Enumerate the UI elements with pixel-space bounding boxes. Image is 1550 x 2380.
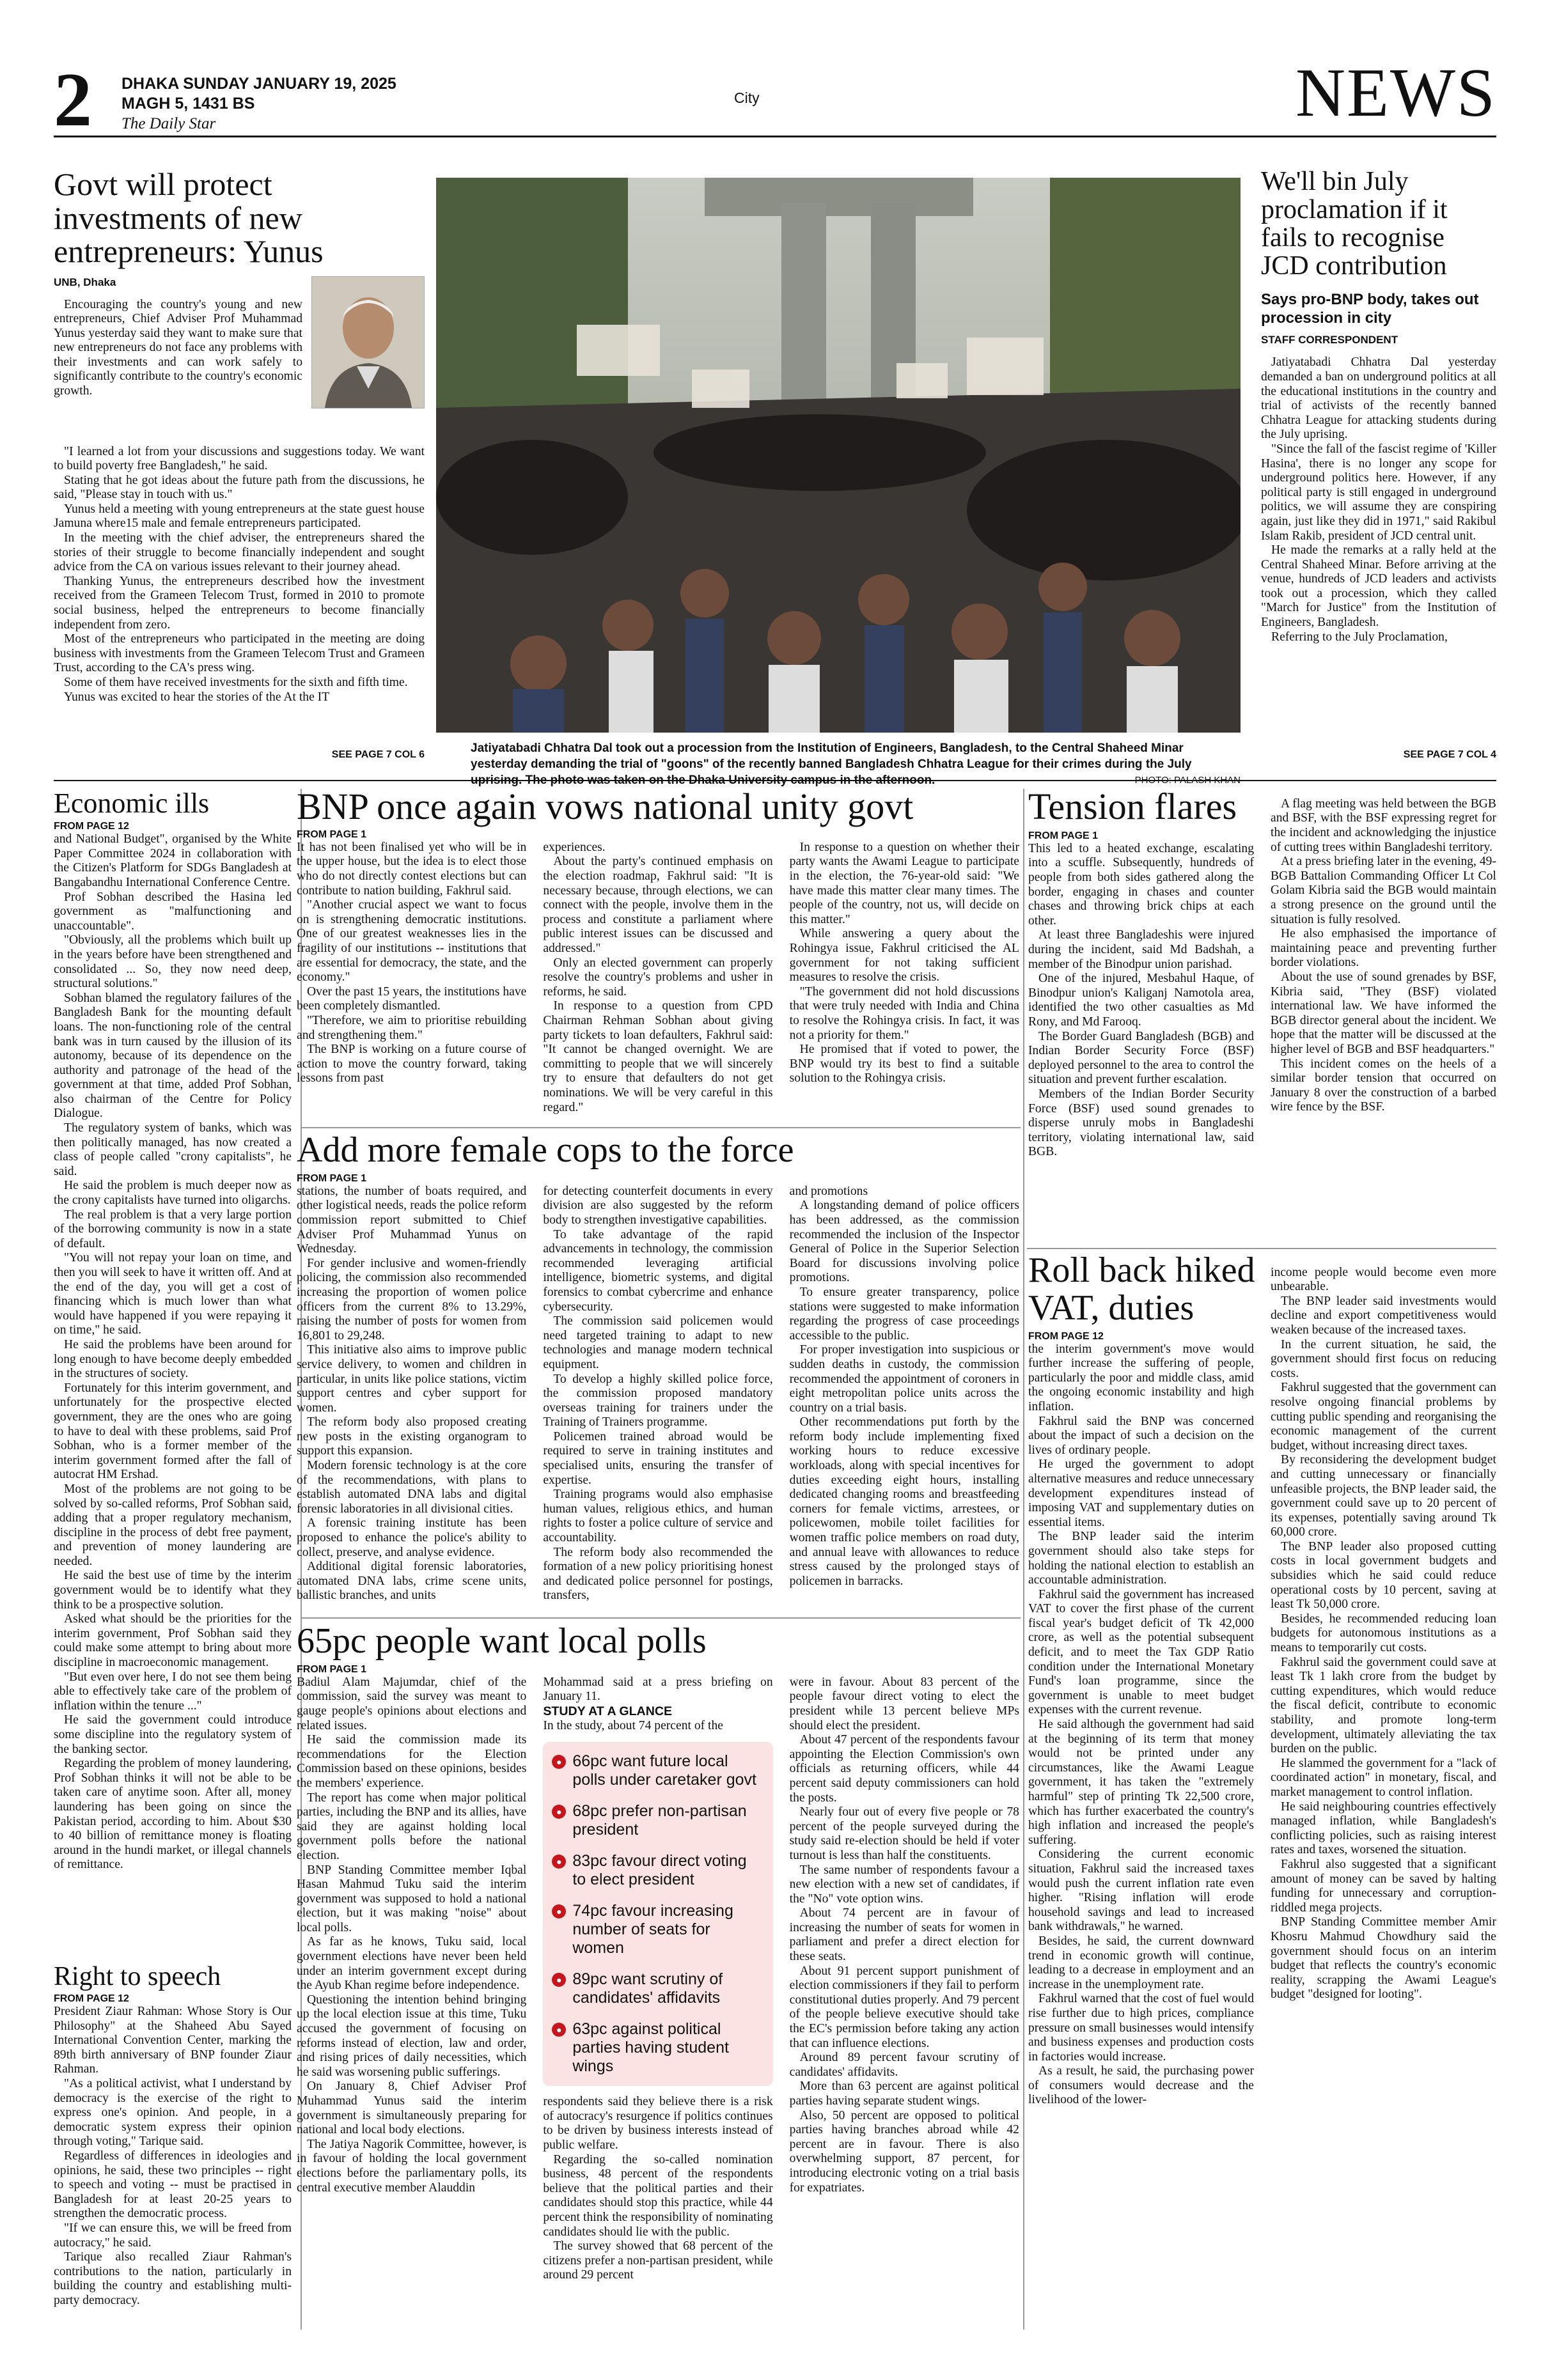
polls-c1-p3: BNP Standing Committee member Iqbal Hasan Mahmud Tuku said the interim government was supposed to hold a national election, but it was making "noise" about local polls. bbox=[297, 1863, 527, 1934]
tension-c2-p2: He also emphasised the importance of maintaining peace and preventing further border violations. bbox=[1271, 927, 1496, 970]
bnp-c2-p3: In response to a question from CPD Chairman Rehman Sobhan about giving party tickets to loan defaulters, Fakhrul said: "It cannot be changed overnight. We are committing to people that we will sincerely try to ensure that defaulters do not get nominations. We will be very careful in this regard." bbox=[543, 999, 773, 1114]
cops-c3-p1: A longstanding demand of police officers has been addressed, as the commission recommended the inclusion of the Inspector General of Police in the Superior Selection Board for discussions involving police promotions. bbox=[789, 1199, 1019, 1285]
photo-caption: Jatiyatabadi Chhatra Dal took out a procession from the Institution of Engineers, Bangladesh, to the Central Shaheed Minar yesterday demanding the trial of "goons" of the recently banned Bangladesh Chhatra League for their crimes during the July uprising. The photo was taken on the Dhaka University campus in the afternoon. bbox=[471, 742, 1192, 787]
speech-p1: "As a political activist, what I understand by democracy is the exercise of the right to express one's opinion. And people, in a democratic system express their opinion through voting," Tarique said. bbox=[54, 2077, 292, 2149]
from-bnp: FROM PAGE 1 bbox=[297, 828, 367, 840]
date-block bbox=[121, 74, 396, 134]
yunus-p8: Yunus was excited to hear the stories of the At the IT bbox=[64, 690, 330, 704]
vat-c2-p7: Fakhrul said the government could save at least Tk 1 lakh crore from the budget by cutting expenditures, which would reduce the fiscal deficit, contribute to economic stability, and promote long-term development, ultimately alleviating the tax burden on the public. bbox=[1271, 1655, 1496, 1756]
headline-speech: Right to speech bbox=[54, 1962, 221, 1991]
subhead-jcd: Says pro-BNP body, takes out procession in city bbox=[1261, 291, 1479, 327]
cops-col-3 bbox=[790, 1185, 1019, 1613]
econ-p2: "Obviously, all the problems which built up in the years before have been strengthened and consolidated ... So, they now need deep, structural solutions." bbox=[54, 933, 292, 991]
see-page-yunus: SEE PAGE 7 COL 6 bbox=[331, 749, 425, 760]
polls-c2b-p1: Regarding the so-called nomination business, 48 percent of the respondents believe that the political parties and their candidates should stop this practice, while 44 percent think the responsibility of nominating candidates should lie with the public. bbox=[543, 2152, 773, 2239]
econ-p13: "But even over here, I do not see them being able to effectively take care of the problem of inflation within the tenure ..." bbox=[54, 1670, 292, 1713]
bnp-c3-p2: "The government did not hold discussions that were truly needed with India and China to resolve the Rohingya crisis. In fact, it was not a priority for them." bbox=[789, 984, 1019, 1042]
headline-vat: Roll back hiked VAT, duties bbox=[1028, 1250, 1255, 1328]
speech-p4: Tarique also recalled Ziaur Rahman's contributions to the nation, particularly in building the country and establishing multi-party democracy. bbox=[54, 2250, 292, 2307]
cops-c3-p3: For proper investigation into suspicious or sudden deaths in custody, the commission recommended the appointment of coroners in eight metropolitan police units across the country on a trial basis. bbox=[789, 1343, 1019, 1415]
speech-p0: President Ziaur Rahman: Whose Story is Our Philosophy" at the Shaheed Abu Sayed International Convention Center, marking the 89th birth anniversary of BNP founder Ziaur Rahman. bbox=[54, 2005, 292, 2076]
vat-c2-p8: He slammed the government for a "lack of coordinated action" in monetary, fiscal, and market management to control inflation. bbox=[1271, 1756, 1496, 1799]
glance-item bbox=[552, 1902, 763, 1957]
polls-c3-p3: The same number of respondents favour a new election with a new set of candidates, if the "No" vote option wins. bbox=[789, 1863, 1019, 1906]
from-polls: FROM PAGE 1 bbox=[297, 1663, 367, 1675]
glance-text-3: 74pc favour increasing number of seats for women bbox=[572, 1902, 733, 1957]
bnp-c1-p0: It has not been finalised yet who will be in the upper house, but the idea is to elect those who do not directly contest elections but can contribute to nation building, Fakhrul said. bbox=[297, 840, 527, 898]
cops-col-1 bbox=[297, 1185, 526, 1613]
study-at-a-glance-label: STUDY AT A GLANCE bbox=[543, 1704, 673, 1718]
tension-c2-p1: At a press briefing later in the evening, 49-BGB Battalion Commanding Officer Lt Col Golam Kibria said the BGB would maintain a strong presence on the ground until the situation is fully resolved. bbox=[1271, 855, 1496, 926]
cops-c1-p5: A forensic training institute has been proposed to enhance the police's ability to collect, preserve, and analyse evidence. bbox=[297, 1516, 527, 1559]
vat-c1-p0: the interim government's move would further increase the suffering of people, particularly the poor and middle class, amid the ongoing economic instability and high inflation. bbox=[1028, 1342, 1254, 1413]
bullet-icon: ● bbox=[552, 1973, 566, 1987]
vat-c1-p1: Fakhrul said the BNP was concerned about the impact of such a decision on the lives of ordinary people. bbox=[1028, 1414, 1254, 1457]
polls-c1-p2: The report has come when major political parties, including the BNP and its allies, have said they are against holding local government polls before the national election. bbox=[297, 1791, 527, 1862]
cops-polls-rule bbox=[301, 1617, 1021, 1619]
vat-c1-p8: Fakhrul warned that the cost of fuel would rise further due to high prices, compliance pressure on small businesses would intensify and business expenses and production costs in factories would increase. bbox=[1028, 1992, 1254, 2064]
vat-c1-p9: As a result, he said, the purchasing power of consumers would decrease and the livelihood of the lower- bbox=[1028, 2064, 1254, 2107]
tension-col-1 bbox=[1028, 842, 1254, 1289]
polls-c1-p4: As far as he knows, Tuku said, local government elections have never been held under an interim government except during the Ayub Khan regime before independence. bbox=[297, 1935, 527, 1993]
polls-c3-p5: About 91 percent support punishment of election commissioners if they fail to perform constitutional duties properly. And 79 percent of the people believe executive should take the EC's permission before taking any action that can influence elections. bbox=[789, 1964, 1019, 2050]
cops-c3-p0: and promotions bbox=[789, 1184, 868, 1198]
yunus-p0: Encouraging the country's young and new entrepreneurs, Chief Adviser Prof Muhammad Yunus yesterday said they want to make sure that new entrepreneurs do not face any problems with their investments and can work safely to significantly contribute to the country's economic growth. bbox=[54, 297, 302, 398]
bnp-col-3 bbox=[790, 841, 1019, 1141]
jcd-p2: He made the remarks at a rally held at the Central Shaheed Minar. Before arriving at the venue, hundreds of JCD leaders and activists took out a procession, which they called "March for Justice" from the Institution of Engineers, Bangladesh. bbox=[1261, 543, 1496, 630]
polls-c1-p0: Badiul Alam Majumdar, chief of the commission, said the survey was meant to gauge people's opinions about elections and related issues. bbox=[297, 1675, 527, 1732]
photo-credit: PHOTO: PALASH KHAN bbox=[1134, 775, 1241, 786]
story-cops bbox=[297, 1132, 1019, 1613]
headline-polls: 65pc people want local polls bbox=[297, 1621, 707, 1661]
story-bnp bbox=[297, 788, 1019, 1141]
bullet-icon: ● bbox=[552, 1904, 566, 1918]
yunus-portrait bbox=[311, 276, 425, 408]
economic-body bbox=[54, 832, 292, 1964]
vat-c1-p7: Besides, he said, the current downward trend in economic growth will continue, leading to a decrease in employment and an increase in the unemployment rate. bbox=[1028, 1934, 1254, 1991]
vat-c2-p5: The BNP leader also proposed cutting costs in local government budgets and subsidies which he said could reduce operational costs by 10 percent, saving at least Tk 50,000 crore. bbox=[1271, 1539, 1496, 1612]
cops-c2-p3: To develop a highly skilled police force, the commission proposed mandatory overseas training for trainers under the Training of Trainers programme. bbox=[543, 1372, 773, 1429]
glance-item bbox=[552, 1802, 763, 1839]
yunus-p4: In the meeting with the chief adviser, the entrepreneurs shared the stories of their struggle to become financially independent and sought advice from the CA on various issues relevant to their journey ahead. bbox=[54, 531, 425, 574]
bnp-c2-p0: experiences. bbox=[543, 840, 606, 854]
vat-c1-p6: Considering the current economic situation, Fakhrul said the increased taxes would push the current inflation rate even higher. "Rising inflation will erode household savings and lead to increased bank withdrawals," he warned. bbox=[1028, 1847, 1254, 1934]
econ-p3: Sobhan blamed the regulatory failures of the Bangladesh Bank for the mounting default loans. The non-functioning role of the central bank was in turn caused by the illusion of its autonomy, because of its dependence on the authority and patronage of the head of the government at that time, added Prof Sobhan, also chairman of the Centre for Policy Dialogue. bbox=[54, 991, 292, 1121]
bnp-c1-p4: The BNP is working on a future course of action to move the country forward, taking lessons from past bbox=[297, 1043, 527, 1085]
section-title: NEWS bbox=[1296, 55, 1496, 131]
story-tension bbox=[1028, 788, 1496, 1289]
procession-photo bbox=[436, 178, 1241, 733]
polls-col-3 bbox=[790, 1676, 1019, 2366]
jcd-p3: Referring to the July Proclamation, bbox=[1271, 630, 1448, 644]
yunus-p1: "I learned a lot from your discussions and suggestions today. We want to build poverty free Bangladesh," he said. bbox=[54, 444, 425, 473]
cops-col-2 bbox=[543, 1185, 772, 1613]
vat-c2-p2: In the current situation, he said, the government should first focus on reducing costs. bbox=[1271, 1337, 1496, 1380]
polls-c2b-p2: The survey showed that 68 percent of the citizens prefer a non-partisan president, while around 29 percent bbox=[543, 2239, 773, 2282]
bullet-icon: ● bbox=[552, 1855, 566, 1869]
from-cops: FROM PAGE 1 bbox=[297, 1172, 367, 1184]
from-vat: FROM PAGE 12 bbox=[1028, 1330, 1104, 1342]
story-jcd bbox=[1261, 167, 1496, 713]
bnp-col-2 bbox=[543, 841, 772, 1141]
polls-c1-p1: He said the commission made its recommendations for the Election Commission based on these opinions, besides the members' experience. bbox=[297, 1733, 527, 1790]
section-city: City bbox=[734, 89, 760, 106]
headline-bnp: BNP once again vows national unity govt bbox=[297, 786, 914, 827]
polls-c1-p5: Questioning the intention behind bringing up the local election issue at this time, Tuku accused the government of focusing on reforms instead of election, law and order, and rising prices of daily necessities, which he said was worsening public sufferings. bbox=[297, 1993, 527, 2079]
cops-c1-p6: Additional digital forensic laboratories, automated DNA labs, crime scene units, ballistic branches, and units bbox=[297, 1560, 527, 1603]
byline-yunus: UNB, Dhaka bbox=[54, 276, 116, 288]
vat-c1-p4: Fakhrul said the government has increased VAT to cover the first phase of the current fiscal year's budget deficit of Tk 42,000 crore, as well as the potential subsequent deficit, and to meet the Tax GDP Ratio condition under the International Monetary Fund's loan programme, since the government is unable to meet budget expenses with the current revenue. bbox=[1028, 1587, 1254, 1717]
jcd-p0: Jatiyatabadi Chhatra Dal yesterday demanded a ban on underground politics at all the educational institutions in the country and trial of activists of the recently banned Chhatra League for attacking students during the July uprising. bbox=[1261, 355, 1496, 442]
econ-p4: The regulatory system of banks, which was then politically managed, has now created a class of people called "crony capitalists", he said. bbox=[54, 1121, 292, 1178]
bnp-c1-p1: "Another crucial aspect we want to focus on is strengthening democratic institutions. One of our greatest weaknesses lies in the fragility of our institutions -- institutions that are essential for democracy, the state, and the economy." bbox=[297, 898, 527, 984]
polls-c2-p0: Mohammad said at a press briefing on January 11. bbox=[543, 1675, 773, 1704]
vat-c1-p3: The BNP leader said the interim government should also take steps for holding the national election to establish an accountable administration. bbox=[1028, 1530, 1254, 1587]
study-at-a-glance-box bbox=[543, 1742, 772, 2086]
cops-c3-p4: Other recommendations put forth by the reform body include implementing fixed working hours to reduce excessive workloads, along with special incentives for duties exceeding eight hours, installing dedicated changing rooms and breastfeeding corners for female victims, arrestees, or policewomen, mobile toilet facilities for women traffic police members on road duty, and annual leave with allowances to reduce stress caused by the prolonged stays of policemen in barracks. bbox=[789, 1415, 1019, 1588]
glance-text-5: 63pc against political parties having student wings bbox=[572, 2020, 729, 2076]
bullet-icon: ● bbox=[552, 1755, 566, 1769]
polls-col-1 bbox=[297, 1676, 526, 2366]
econ-p8: He said the problems have been around for long enough to have become deeply embedded in the structures of society. bbox=[54, 1337, 292, 1381]
polls-c3-p0: were in favour. About 83 percent of the people favour direct voting to elect the president while 13 percent believe MPs should elect the president. bbox=[789, 1675, 1019, 1732]
tension-c1-p4: Members of the Indian Border Security Force (BSF) used sound grenades to disperse unruly mobs in Bangladeshi territory, violating international law, said BGB. bbox=[1028, 1087, 1254, 1159]
cops-c2-p1: To take advantage of the rapid advancements in technology, the commission recommended leveraging artificial intelligence, biometric systems, and digital forensics to combat cybercrime and enhance cybersecurity. bbox=[543, 1227, 773, 1314]
from-tension: FROM PAGE 1 bbox=[1028, 830, 1099, 841]
speech-p2: Regardless of differences in ideologies and opinions, he said, these two principles -- right to speech and voting -- must be practised in Bangladesh for at least 20-25 years to strengthen the democratic process. bbox=[54, 2149, 292, 2221]
bnp-col-1 bbox=[297, 841, 526, 1141]
bnp-c3-p1: While answering a query about the Rohingya issue, Fakhrul criticised the AL government for not taking sufficient measures to resolve the crisis. bbox=[789, 927, 1019, 984]
see-page-jcd: SEE PAGE 7 COL 4 bbox=[1403, 749, 1496, 760]
vat-c2-p10: Fakhrul also suggested that a significant amount of money can be saved by halting funding for unnecessary and corruption-riddled mega projects. bbox=[1271, 1857, 1496, 1915]
story-speech bbox=[54, 1963, 292, 2363]
econ-p1: Prof Sobhan described the Hasina led government as "malfunctioning and unaccountable". bbox=[54, 890, 292, 933]
cops-c2-p5: Training programs would also emphasise human values, religious ethics, and human rights to foster a police culture of service and accountability. bbox=[543, 1488, 773, 1545]
polls-c3-p1: About 47 percent of the respondents favour appointing the Election Commission's own officials as returning officers, while 44 percent said deputy commissioners can hold the posts. bbox=[789, 1733, 1019, 1805]
speech-p3: "If we can ensure this, we will be freed from autocracy," he said. bbox=[54, 2221, 292, 2250]
glance-item bbox=[552, 2020, 763, 2076]
bnp-c2-p1: About the party's continued emphasis on the election roadmap, Fakhrul said: "It is necessary because, through elections, we can connect with the people, involve them in the process and constitute a parliament where public interest issues can be discussed and addressed." bbox=[543, 855, 773, 956]
econ-p14: He said the government could introduce some discipline into the regulatory system of the banking sector. bbox=[54, 1713, 292, 1756]
cops-c3-p2: To ensure greater transparency, police stations were suggested to make information regarding the progress of case proceedings accessible to the public. bbox=[789, 1285, 1019, 1342]
vat-c1-p5: He said although the government had said at the beginning of its term that money would not be printed under any circumstances, like the Awami League government, it has taken the "extremely harmful" step of printing Tk 22,500 crore, which has further exacerbated the country's high inflation and increased the people's suffering. bbox=[1028, 1718, 1254, 1847]
vat-c2-p6: Besides, he recommended reducing loan budgets for autonomous institutions as a means to temporarily cut costs. bbox=[1271, 1612, 1496, 1655]
yunus-p2: Stating that he got ideas about the future path from the discussions, he said, "Please stay in touch with us." bbox=[54, 473, 425, 502]
lead-photo bbox=[436, 178, 1241, 733]
headline-yunus: Govt will protect investments of new entrepreneurs: Yunus bbox=[54, 166, 324, 269]
headline-jcd: We'll bin July proclamation if it fails to recognise JCD contribution bbox=[1261, 167, 1448, 281]
glance-text-4: 89pc want scrutiny of candidates' affidavits bbox=[572, 1970, 723, 2007]
headline-tension: Tension flares bbox=[1028, 786, 1237, 827]
from-speech: FROM PAGE 12 bbox=[54, 1993, 129, 2005]
econ-p15: Regarding the problem of money laundering, Prof Sobhan thinks it will not be able to be taken care of anytime soon. After all, money laundering has been going on since the Pakistan period, according to him. About $30 to 40 billion of remittance money is floating around in the hundi market, or illegal channels of remittance. bbox=[54, 1757, 292, 1872]
vat-c2-p11: BNP Standing Committee member Amir Khosru Mahmud Chowdhury said the government should focus on an interim budget that reflects the country's economic reality, scrapping the Awami League's budget "designed for looting". bbox=[1271, 1915, 1496, 2002]
headline-economic: Economic ills bbox=[54, 788, 210, 819]
tension-c1-p3: The Border Guard Bangladesh (BGB) and Indian Border Security Force (BSF) deployed personnel to the area to control the situation and prevent further escalation. bbox=[1028, 1029, 1254, 1087]
tension-c2-p0: A flag meeting was held between the BGB and BSF, with the BSF expressing regret for the incident and acknowledging the injustice of cutting trees within Bangladeshi territory. bbox=[1271, 797, 1496, 854]
cops-c2-p2: The commission said policemen would need targeted training to adapt to new technologies and manage modern technical equipment. bbox=[543, 1314, 773, 1371]
polls-col-2 bbox=[543, 1676, 772, 2366]
econ-p12: Asked what should be the priorities for the interim government, Prof Sobhan said they could make some attempt to bring about more discipline in macroeconomic management. bbox=[54, 1612, 292, 1670]
vat-c2-p3: Fakhrul suggested that the government can resolve ongoing financial problems by cutting public spending and reorganising the economic management of the current budget, without increasing direct taxes. bbox=[1271, 1381, 1496, 1452]
from-economic: FROM PAGE 12 bbox=[54, 821, 129, 832]
yunus-p6: Most of the entrepreneurs who participated in the meeting are doing business with investments from the Grameen Telecom Trust and Grameen Trust, according to the CA's press wing. bbox=[54, 632, 425, 675]
cops-c1-p1: For gender inclusive and women-friendly policing, the commission also recommended increasing the proportion of women police officers from the current 8% to 13.29%, raising the number of posts for women from 16,801 to 29,248. bbox=[297, 1256, 527, 1342]
paper-name: The Daily Star bbox=[121, 115, 216, 132]
glance-text-2: 83pc favour direct voting to elect president bbox=[572, 1852, 747, 1889]
bullet-icon: ● bbox=[552, 1805, 566, 1819]
bnp-c3-p3: He promised that if voted to power, the BNP would try its best to find a suitable solution to the Rohingya crisis. bbox=[789, 1043, 1019, 1085]
yunus-p7: Some of them have received investments for the sixth and fifth time. bbox=[64, 676, 408, 689]
polls-c1-p7: The Jatiya Nagorik Committee, however, is in favour of holding the local government elections before the parliamentary polls, its central executive member Alauddin bbox=[297, 2137, 527, 2195]
tension-vat-rule bbox=[1027, 1248, 1496, 1249]
cops-c2-p6: The reform body also recommended the formation of a new policy prioritising honest and dedicated police personnel for postings, transfers, bbox=[543, 1545, 773, 1603]
speech-body bbox=[54, 2005, 292, 2363]
tension-col-2 bbox=[1271, 797, 1496, 1289]
bnp-c1-p2: Over the past 15 years, the institutions have been completely dismantled. bbox=[297, 984, 527, 1013]
econ-p11: He said the best use of time by the interim government would be to identify what they think to be a prospective solution. bbox=[54, 1569, 292, 1612]
jcd-p1: "Since the fall of the fascist regime of 'Killer Hasina', there is no longer any scope for underground politics here. However, if any political party is still engaged in underground politics, we will assume they are conspiring again, just like they did in 1971," said Rakibul Islam Rakib, president of JCD central unit. bbox=[1261, 442, 1496, 543]
tension-c1-p2: One of the injured, Mesbahul Haque, of Binodpur union's Kaliganj Namotola area, identified the two other casualties as Md Rony, and Md Farooq. bbox=[1028, 972, 1254, 1029]
date-line: DHAKA SUNDAY JANUARY 19, 2025 bbox=[121, 75, 396, 93]
fold-rule bbox=[54, 780, 1496, 781]
glance-item bbox=[552, 1970, 763, 2007]
bnp-c1-p3: "Therefore, we aim to prioritise rebuilding and strengthening them." bbox=[297, 1014, 527, 1042]
vat-c2-p4: By reconsidering the development budget and cutting unnecessary or financially unfeasible projects, the BNP leader said, the government could save up to 20 percent of its expenses, potentially saving around Tk 60,000 crore. bbox=[1271, 1453, 1496, 1539]
bnp-cops-rule bbox=[301, 1127, 1021, 1128]
econ-p10: Most of the problems are not going to be solved by so-called reforms, Prof Sobhan said, adding that a proper regulatory mechanism, discipline in the process of debt free payment, and prevention of money laundering are needed. bbox=[54, 1482, 292, 1568]
glance-item bbox=[552, 1852, 763, 1889]
polls-c3-p4: About 74 percent are in favour of increasing the number of seats for women in parliament and prefer a direct election for these seats. bbox=[789, 1906, 1019, 1964]
story-polls bbox=[297, 1622, 1019, 2366]
polls-c2b-p0: respondents said they believe there is a risk of autocracy's resurgence if politics continues to be driven by business interests instead of public welfare. bbox=[543, 2095, 773, 2152]
glance-text-1: 68pc prefer non-partisan president bbox=[572, 1802, 747, 1839]
econ-p6: The real problem is that a very large portion of the borrowing community is now in a state of default. bbox=[54, 1208, 292, 1250]
headline-cops: Add more female cops to the force bbox=[297, 1130, 794, 1170]
vat-col-2 bbox=[1271, 1266, 1496, 2340]
vat-col-1 bbox=[1028, 1342, 1254, 2340]
page-number: 2 bbox=[54, 57, 92, 142]
glance-item bbox=[552, 1752, 763, 1789]
econ-p7: "You will not repay your loan on time, and then you will seek to have it written off. And at the end of the day, you will get a cost of financing which is much lower than what would have happened if you were repaying it on time," he said. bbox=[54, 1251, 292, 1337]
cops-c1-p4: Modern forensic technology is at the core of the recommendations, with plans to establish automated DNA labs and digital forensic laboratories in all divisional cities. bbox=[297, 1459, 527, 1516]
portrait-image bbox=[312, 277, 424, 408]
yunus-p5: Thanking Yunus, the entrepreneurs described how the investment received from the Grameen Telecom Trust, formed in 2010 to promote social business, helped the entrepreneurs to become financially independent from zero. bbox=[54, 574, 425, 632]
byline-jcd: STAFF CORRESPONDENT bbox=[1261, 334, 1398, 346]
polls-c2-p2: In the study, about 74 percent of the bbox=[543, 1718, 723, 1732]
vat-c2-p0: income people would become even more unbearable. bbox=[1271, 1265, 1496, 1294]
cops-c1-p2: This initiative also aims to improve public service delivery, to women and children in particular, in units like police stations, victim support centres and cyber support for women. bbox=[297, 1343, 527, 1415]
glance-text-0: 66pc want future local polls under caretaker govt bbox=[572, 1752, 756, 1789]
bangla-date: MAGH 5, 1431 BS bbox=[121, 95, 255, 113]
cops-c2-p0: for detecting counterfeit documents in every division are also suggested by the reform body to strengthen investigative capabilities. bbox=[543, 1184, 773, 1227]
tension-c1-p1: At least three Bangladeshis were injured during the incident, said Md Badshah, a member of the Binodpur union parishad. bbox=[1028, 928, 1254, 971]
vat-c2-p1: The BNP leader said investments would decline and export competitiveness would weaken because of the increased taxes. bbox=[1271, 1294, 1496, 1337]
polls-c3-p6: Around 89 percent favour scrutiny of candidates' affidavits. bbox=[789, 2051, 1019, 2079]
column-rule-2 bbox=[1023, 789, 1024, 2329]
econ-p9: Fortunately for this interim government, and unfortunately for the prospective elected government, they are the ones who are going to have to deal with these problems, said Prof Sobhan, who is a former member of the interim government formed after the fall of autocrat HM Ershad. bbox=[54, 1381, 292, 1482]
tension-c2-p4: This incident comes on the heels of a similar border tension that occurred on January 8 over the construction of a barbed wire fence by the BSF. bbox=[1271, 1057, 1496, 1114]
econ-p0: and National Budget", organised by the White Paper Committee 2024 in collaboration with the Citizen's Platform for SDGs Bangladesh at Bangabandhu International Conference Centre. bbox=[54, 832, 292, 889]
econ-p5: He said the problem is much deeper now as the crony capitalists have turned into oligarchs. bbox=[54, 1179, 292, 1208]
cops-c1-p3: The reform body also proposed creating new posts in the existing organogram to support this expansion. bbox=[297, 1415, 527, 1458]
cops-c2-p4: Policemen trained abroad would be required to serve in training institutes and specialised units, ensuring the transfer of expertise. bbox=[543, 1429, 773, 1487]
polls-c3-p8: Also, 50 percent are opposed to political parties having branches abroad while 42 percent are in favour. There is also overwhelming support, 87 percent, for introducing electronic voting on a trial basis for expatriates. bbox=[789, 2108, 1019, 2195]
vat-c2-p9: He said neighbouring countries effectively managed inflation, while Bangladesh's conflicting policies, such as raising interest rates and taxes, worsened the situation. bbox=[1271, 1800, 1496, 1857]
bnp-c3-p0: In response to a question on whether their party wants the Awami League to participate in the election, the 76-year-old said: "We have made this matter clear many times. The people of the country, not us, will decide on this matter." bbox=[789, 840, 1019, 926]
polls-c1-p6: On January 8, Chief Adviser Prof Muhammad Yunus said the interim government is simultaneously preparing for national and local body elections. bbox=[297, 2080, 527, 2137]
tension-c2-p3: About the use of sound grenades by BSF, Kibria said, "They (BSF) violated international law. We have informed the BGB director general about the incident. We hope that the matter will be discussed at the higher level of BGB and BSF headquarters." bbox=[1271, 970, 1496, 1056]
yunus-p3: Yunus held a meeting with young entrepreneurs at the state guest house Jamuna where15 male and female entrepreneurs participated. bbox=[54, 502, 425, 531]
tension-c1-p0: This led to a heated exchange, escalating into a scuffle. Subsequently, hundreds of people from both sides gathered along the border, engaging in chases and counter chases and throwing brick chips at each other. bbox=[1028, 841, 1254, 928]
jcd-body bbox=[1261, 355, 1496, 713]
story-vat bbox=[1028, 1252, 1496, 2340]
masthead-rule bbox=[54, 136, 1496, 137]
vat-c1-p2: He urged the government to adopt alternative measures and reduce unnecessary development expenditures instead of imposing VAT and supplementary duties on essential items. bbox=[1028, 1458, 1254, 1529]
bnp-c2-p2: Only an elected government can properly resolve the country's problems and usher in reforms, he said. bbox=[543, 956, 773, 999]
polls-c3-p2: Nearly four out of every five people or 78 percent of the people surveyed during the study said re-election should be held if voter turnout is less than half the constituents. bbox=[789, 1805, 1019, 1862]
story-economic bbox=[54, 789, 292, 1964]
polls-c3-p7: More than 63 percent are against political parties having separate student wings. bbox=[789, 2080, 1019, 2108]
cops-c1-p0: stations, the number of boats required, and other logistical needs, reads the police reform commission report submitted to Chief Adviser Prof Muhammad Yunus on Wednesday. bbox=[297, 1184, 527, 1256]
bullet-icon: ● bbox=[552, 2023, 566, 2037]
